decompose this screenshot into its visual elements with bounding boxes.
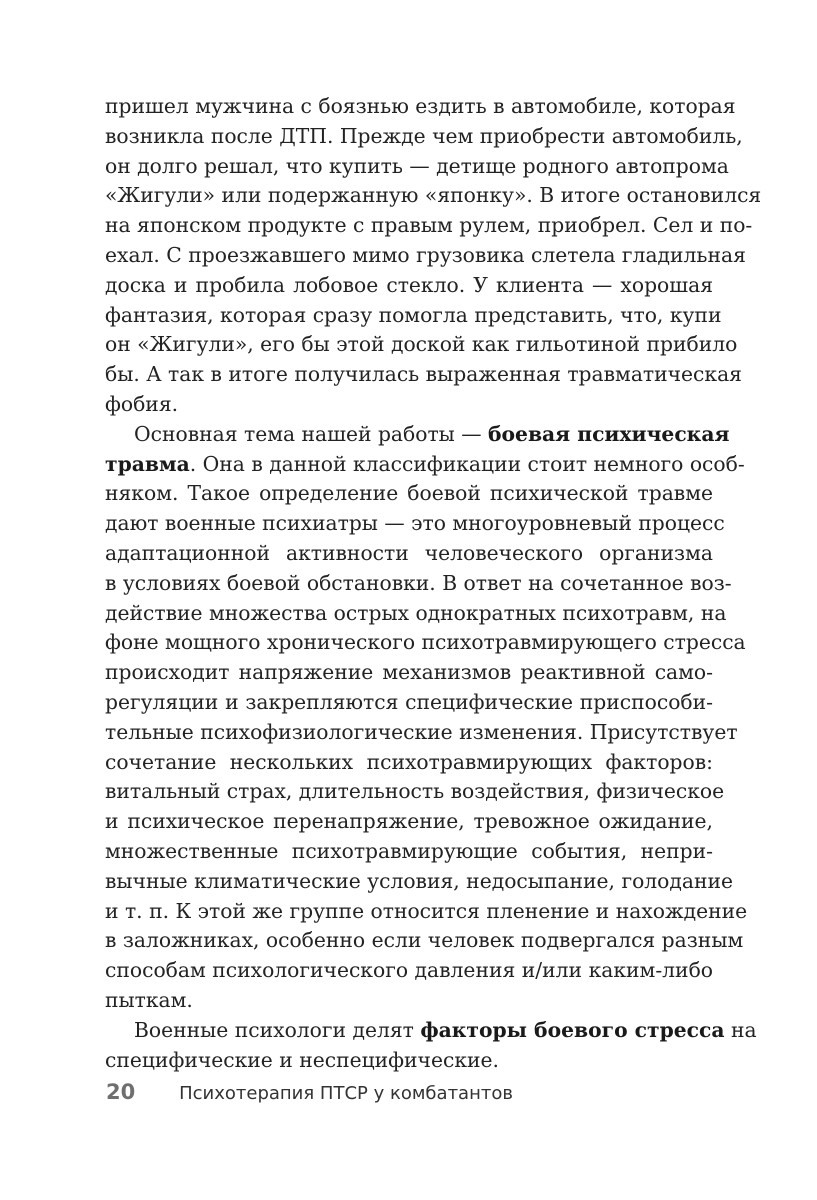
text-line: множественные психотравмирующие события, непри- <box>105 838 713 863</box>
text-line: в условиях боевой обстановки. В ответ на сочетанное воз- <box>105 570 732 595</box>
text-line: няком. Такое определение боевой психической травме <box>105 481 713 506</box>
text-line: ехал. С проезжавшего мимо грузовика слетела гладильная <box>105 242 746 267</box>
text-line: бы. А так в итоге получилась выраженная травматическая <box>105 362 742 387</box>
text-line: действие множества острых однократных психотравм, на <box>105 600 727 625</box>
text-line: фантазия, которая сразу помогла представить, что, купи <box>105 302 722 327</box>
text-line: происходит напряжение механизмов реактивной само- <box>105 660 713 685</box>
text-line: возникла после ДТП. Прежде чем приобрести автомобиль, <box>105 123 743 148</box>
paragraph-1 <box>105 92 762 420</box>
text-line: специфические и неспецифические. <box>105 1047 499 1072</box>
text-line: он долго решал, что купить — детище родного автопрома <box>105 153 729 178</box>
text-line: сочетание нескольких психотравмирующих факторов: <box>105 749 713 774</box>
text-line: он «Жигули», его бы этой доской как гильотиной прибило <box>105 332 738 357</box>
text-run: . Она в данной классификации стоит немного особ- <box>189 451 745 476</box>
text-line: тельные психофизиологические изменения. Присутствует <box>105 719 738 744</box>
bold-term: боевая психическая <box>487 421 730 446</box>
text-line: способам психологического давления и/или каким-либо <box>105 958 713 983</box>
text-line: фоне мощного хронического психотравмирующего стресса <box>105 630 746 655</box>
page-number: 20 <box>106 1080 136 1104</box>
text-line: пыткам. <box>105 987 193 1012</box>
page-footer <box>106 1080 513 1104</box>
text-line-first <box>105 1016 757 1046</box>
text-line: в заложниках, особенно если человек подвергался разным <box>105 928 744 953</box>
text-line: адаптационной активности человеческого организма <box>105 540 713 565</box>
bold-term: факторы боевого стресса <box>420 1017 725 1042</box>
text-run: на <box>724 1017 757 1042</box>
bold-term: травма <box>105 451 190 476</box>
running-title: Психотерапия ПТСР у комбатантов <box>179 1083 513 1104</box>
paragraph-3 <box>105 1016 757 1076</box>
text-line: и психическое перенапряжение, тревожное ожидание, <box>105 809 713 834</box>
text-line: пришел мужчина с боязнью ездить в автомобиле, которая <box>105 94 736 118</box>
text-line: фобия. <box>105 391 179 416</box>
text-run: Военные психологи делят <box>134 1017 421 1042</box>
text-line: вычные климатические условия, недосыпание, голодание <box>105 868 733 893</box>
text-line: «Жигули» или подержанную «японку». В итоге остановился <box>105 183 762 208</box>
text-line: на японском продукте с правым рулем, приобрел. Сел и по- <box>105 213 753 238</box>
text-line: витальный страх, длительность воздействия, физическое <box>105 779 725 804</box>
text-line: дают военные психиатры — это многоуровневый процесс <box>105 511 725 536</box>
text-line <box>105 450 745 480</box>
paragraph-2 <box>105 420 748 1016</box>
body-text <box>105 92 762 1075</box>
text-line: регуляции и закрепляются специфические приспособи- <box>105 689 713 714</box>
text-run: Основная тема нашей работы — <box>134 421 488 446</box>
text-line: доска и пробила лобовое стекло. У клиента — хорошая <box>105 272 713 297</box>
text-line-first <box>105 420 730 450</box>
text-line: и т. п. К этой же группе относится пленение и нахождение <box>105 898 748 923</box>
